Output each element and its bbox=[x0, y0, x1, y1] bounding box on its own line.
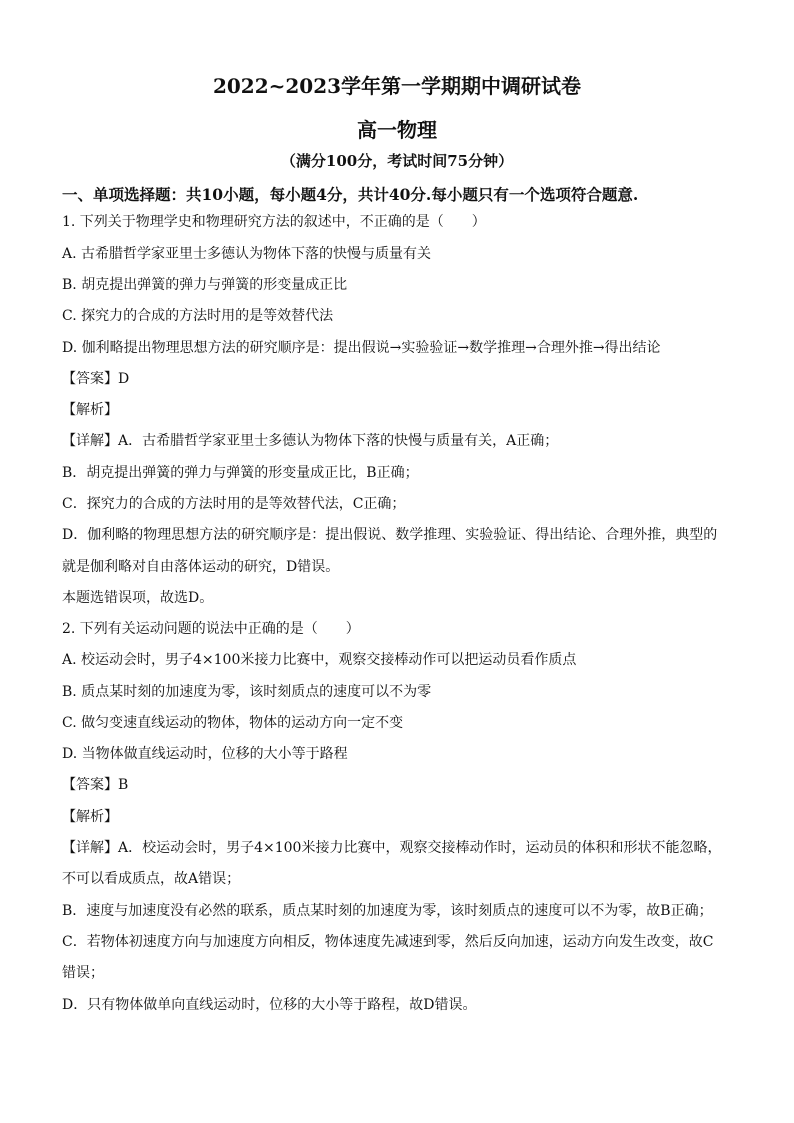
question-1-option-d: D. 伽利略提出物理思想方法的研究顺序是：提出假说→实验验证→数学推理→合理外推→得出结论 bbox=[62, 340, 661, 356]
question-1-detail-line: 【详解】A．古希腊哲学家亚里士多德认为物体下落的快慢与质量有关，A正确； bbox=[62, 433, 559, 449]
question-2-option-d: D. 当物体做直线运动时，位移的大小等于路程 bbox=[62, 746, 348, 762]
question-2-option-a: A. 校运动会时，男子4×100米接力比赛中，观察交接棒动作可以把运动员看作质点 bbox=[62, 652, 577, 668]
question-2-detail-line: D．只有物体做单向直线运动时，位移的大小等于路程，故D错误。 bbox=[62, 997, 477, 1013]
question-2-detail-line: B．速度与加速度没有必然的联系，质点某时刻的加速度为零，该时刻质点的速度可以不为零，故B正确； bbox=[62, 903, 713, 919]
section-heading: 一、单项选择题：共10小题，每小题4分，共计40分.每小题只有一个选项符合题意. bbox=[62, 185, 639, 204]
question-2-detail-line: 不可以看成质点，故A错误； bbox=[62, 871, 241, 887]
question-1-analysis-label: 【解析】 bbox=[62, 402, 118, 418]
score-time-note: （满分100分，考试时间75分钟） bbox=[280, 152, 514, 170]
question-1-detail-line: 就是伽利略对自由落体运动的研究，D错误。 bbox=[62, 559, 340, 575]
question-1-option-c: C. 探究力的合成的方法时用的是等效替代法 bbox=[62, 308, 334, 324]
question-2-stem: 2. 下列有关运动问题的说法中正确的是（ ） bbox=[62, 621, 360, 637]
question-2-detail-line: C．若物体初速度方向与加速度方向相反，物体速度先减速到零，然后反向加速，运动方向发生改变，故C bbox=[62, 934, 714, 950]
question-2-detail-line: 错误； bbox=[62, 965, 104, 981]
question-1-answer: 【答案】D bbox=[62, 371, 130, 387]
question-2-analysis-label: 【解析】 bbox=[62, 809, 118, 825]
question-1-stem: 1. 下列关于物理学史和物理研究方法的叙述中，不正确的是（ ） bbox=[62, 214, 486, 230]
question-1-option-a: A. 古希腊哲学家亚里士多德认为物体下落的快慢与质量有关 bbox=[62, 246, 432, 262]
question-1-option-b: B. 胡克提出弹簧的弹力与弹簧的形变量成正比 bbox=[62, 277, 348, 293]
question-1-detail-line: C．探究力的合成的方法时用的是等效替代法，C正确； bbox=[62, 496, 406, 512]
question-2-option-c: C. 做匀变速直线运动的物体，物体的运动方向一定不变 bbox=[62, 715, 404, 731]
question-1-detail-line: B．胡克提出弹簧的弹力与弹簧的形变量成正比，B正确； bbox=[62, 465, 419, 481]
question-2-answer: 【答案】B bbox=[62, 777, 129, 793]
exam-title: 2022~2023学年第一学期期中调研试卷 bbox=[212, 74, 582, 98]
subject-title: 高一物理 bbox=[357, 118, 437, 142]
question-1-conclusion: 本题选错误项，故选D。 bbox=[62, 590, 214, 606]
question-1-detail-line: D．伽利略的物理思想方法的研究顺序是：提出假说、数学推理、实验验证、得出结论、合理外推，典型的 bbox=[62, 527, 718, 543]
question-2-detail-line: 【详解】A．校运动会时，男子4×100米接力比赛中，观察交接棒动作时，运动员的体积和形状不能忽略， bbox=[62, 840, 722, 856]
question-2-option-b: B. 质点某时刻的加速度为零，该时刻质点的速度可以不为零 bbox=[62, 684, 432, 700]
